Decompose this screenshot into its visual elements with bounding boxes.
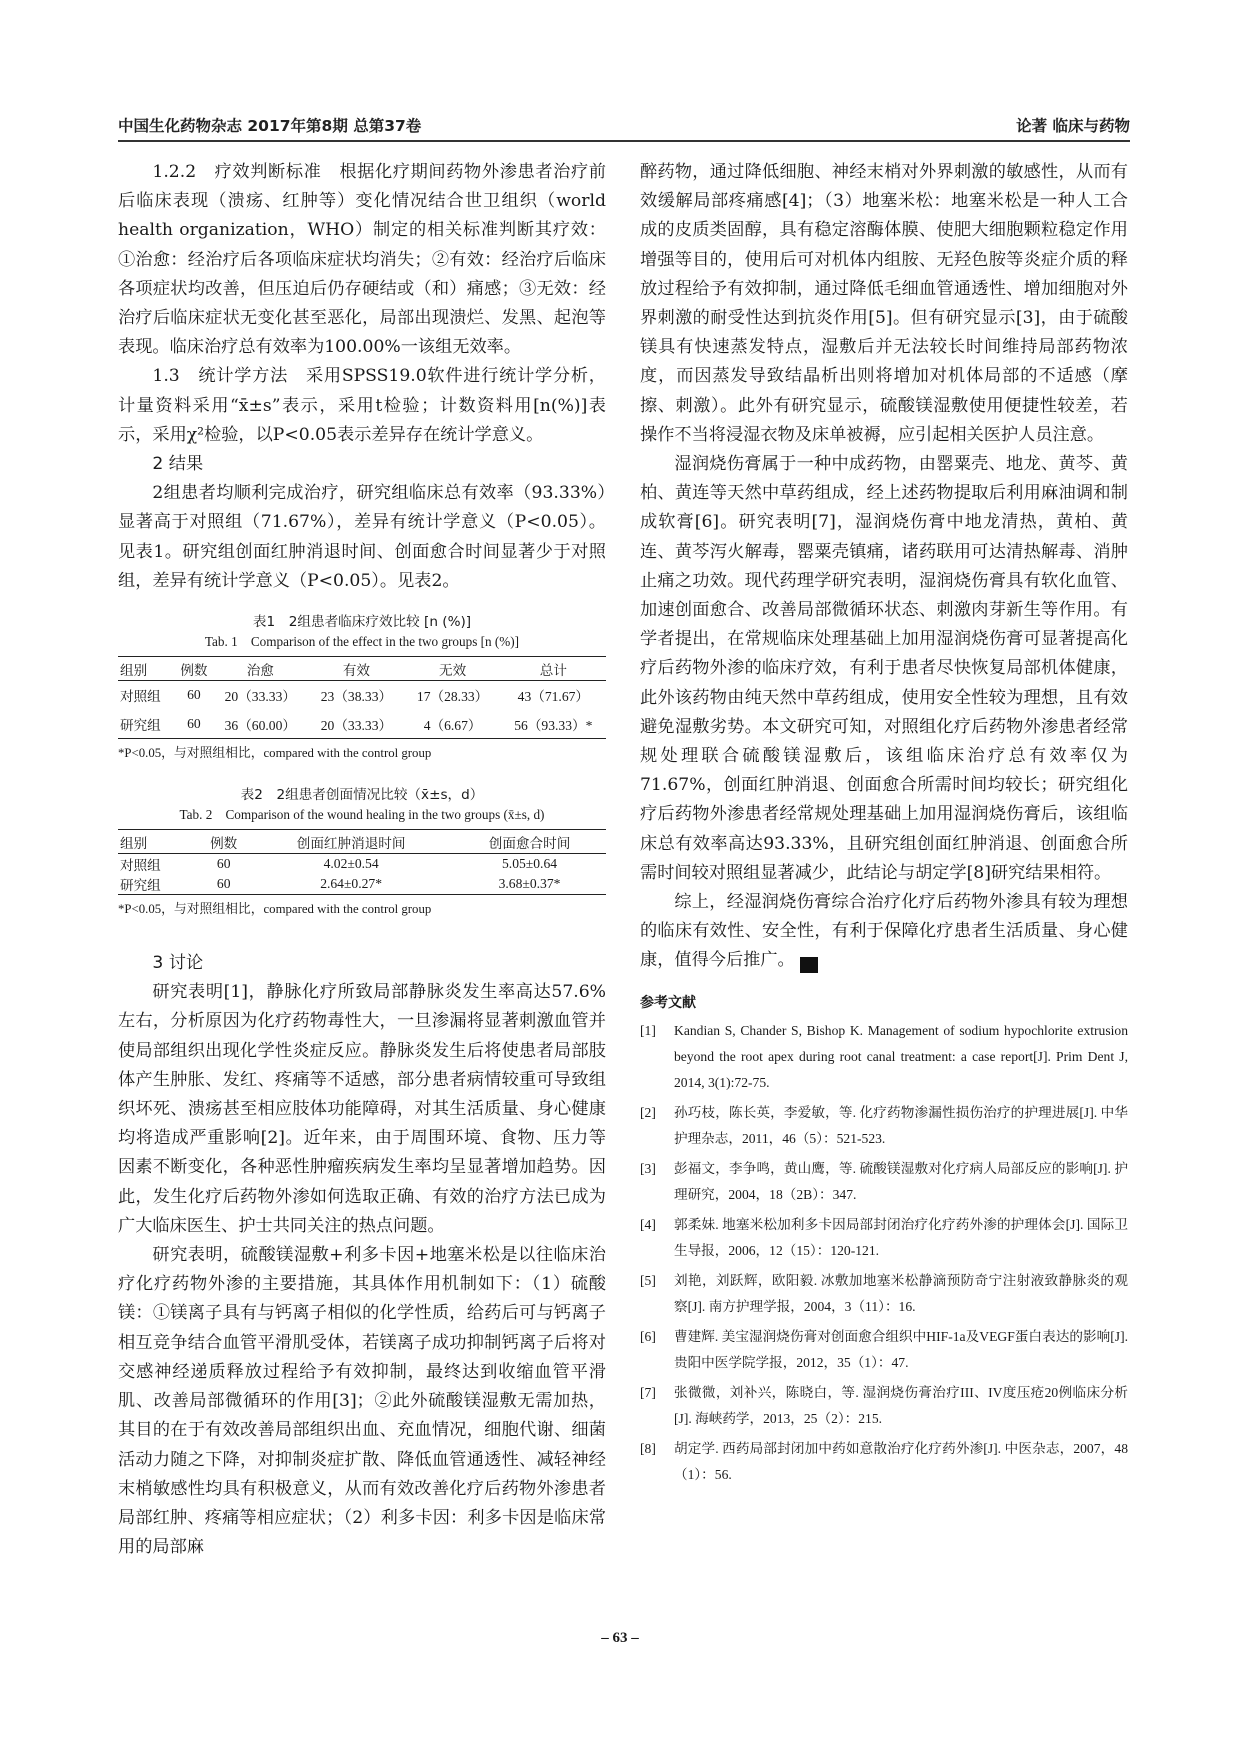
table-row	[118, 710, 606, 739]
reference-number: [1]	[640, 1022, 656, 1038]
table1-header: 例数	[176, 657, 213, 681]
table1-cell: 56（93.33）*	[501, 710, 606, 739]
table1-cell: 20（33.33）	[308, 710, 404, 739]
table2-header: 例数	[198, 830, 249, 854]
table2-caption-en: Tab. 2 Comparison of the wound healing in the two groups (x̄±s, d)	[179, 807, 545, 823]
table1-header: 组别	[118, 657, 176, 681]
reference-number: [3]	[640, 1160, 656, 1176]
conclusion-text: 综上，经湿润烧伤膏综合治疗化疗后药物外渗具有较为理想的临床有效性、安全性，有利于保障化疗患者生活质量、身心健康，值得今后推广。	[640, 892, 1128, 971]
section-label: 论著 临床与药物	[1016, 117, 1130, 135]
header-rule	[118, 140, 1130, 142]
table2-cell: 2.64±0.27*	[249, 874, 453, 895]
paragraph-moist-burn-ointment: 湿润烧伤膏属于一种中成药物，由罂粟壳、地龙、黄芩、黄柏、黄连等天然中草药组成，经上述药物提取后利用麻油调和制成软膏[6]。研究表明[7]，湿润烧伤膏中地龙清热，黄柏、黄连、黄芩泻火解毒，罂粟壳镇痛，诸药联用可达清热解毒、消肿止痛之功效。现代药理学研究表明，湿润烧伤膏具有软化血管、加速创面愈合、改善局部微循环状态、刺激肉芽新生等作用。有学者提出，在常规临床处理基础上加用湿润烧伤膏可显著提高化疗后药物外渗的临床疗效，有利于患者尽快恢复局部机体健康，此外该药物由纯天然中草药组成，使用安全性较为理想，且有效避免湿敷劣势。本文研究可知，对照组化疗后药物外渗患者经常规处理联合硫酸镁湿敷后，该组临床治疗总有效率仅为71.67%，创面红肿消退、创面愈合所需时间均较长；研究组化疗后药物外渗患者经常规处理基础上加用湿润烧伤膏后，该组临床总有效率高达93.33%，且研究组创面红肿消退、创面愈合所需时间较对照组显著减少，此结论与胡定学[8]研究结果相符。	[640, 454, 1128, 883]
table2-cell: 5.05±0.64	[502, 856, 558, 872]
table1-cell: 4（6.67）	[405, 710, 501, 739]
table2-header: 创面愈合时间	[453, 830, 606, 854]
reference-item	[640, 1268, 1128, 1320]
table1-caption-cn: 表1 2组患者临床疗效比较 [n (%)]	[252, 614, 472, 631]
table2-cell: 60	[198, 874, 249, 895]
paragraph-results: 2组患者均顺利完成治疗，研究组临床总有效率（93.33%）显著高于对照组（71.67%），差异有统计学意义（P<0.05）。见表1。研究组创面红肿消退时间、创面愈合时间显著少于对照组，差异有统计学意义（P<0.05）。见表2。	[118, 483, 606, 591]
table2-caption-cn: 表2 2组患者创面情况比较（x̄±s，d）	[240, 787, 484, 804]
reference-number: [4]	[640, 1216, 656, 1232]
table1-cell: 研究组	[118, 710, 176, 739]
paragraph-statistics: 1.3 统计学方法 采用SPSS19.0软件进行统计学分析，计量资料采用“x̄±s”表示，采用t检验；计数资料用[n(%)]表示，采用χ²检验，以P<0.05表示差异存在统计学意义。	[118, 366, 606, 445]
reference-number: [6]	[640, 1328, 656, 1344]
paragraph-continued: 醉药物，通过降低细胞、神经末梢对外界刺激的敏感性，从而有效缓解局部疼痛感[4]；（3）地塞米松：地塞米松是一种人工合成的皮质类固醇，具有稳定溶酶体膜、使肥大细胞颗粒稳定作用增强等目的，使用后可对机体内组胺、无羟色胺等炎症介质的释放过程给予有效抑制，通过降低毛细血管通透性、增加细胞对外界刺激的耐受性达到抗炎作用[5]。但有研究显示[3]，由于硫酸镁具有快速蒸发特点，湿敷后并无法较长时间维持局部药物浓度，而因蒸发导致结晶析出则将增加对机体局部的不适感（摩擦、刺激）。此外有研究显示，硫酸镁湿敷使用便捷性较差，若操作不当将浸湿衣物及床单被褥，应引起相关医护人员注意。	[640, 162, 1128, 445]
table1-header: 有效	[308, 657, 404, 681]
table1-header: 无效	[405, 657, 501, 681]
reference-number: [2]	[640, 1104, 656, 1120]
references-title: 参考文献	[640, 994, 696, 1011]
table2-cell: 研究组	[118, 874, 198, 895]
reference-text: 曹建辉. 美宝湿润烧伤膏对创面愈合组织中HIF-1a及VEGF蛋白表达的影响[J]. 贵阳中医学院学报，2012，35（1）：47.	[674, 1328, 1128, 1370]
table2-cell: 4.02±0.54	[323, 856, 379, 872]
reference-text: 胡定学. 西药局部封闭加中药如意散治疗化疗药外渗[J]. 中医杂志，2007，48（1）：56.	[674, 1440, 1128, 1482]
table-row	[118, 854, 606, 875]
reference-text: 彭福文，李争鸣，黄山鹰，等. 硫酸镁湿敷对化疗病人局部反应的影响[J]. 护理研究，2004，18（2B）：347.	[674, 1160, 1128, 1202]
reference-item	[640, 1436, 1128, 1488]
table1	[118, 656, 606, 739]
table1-note: *P<0.05，与对照组相比，compared with the control group	[118, 746, 432, 761]
table2-cell: 60	[216, 856, 231, 872]
table-row	[118, 681, 606, 710]
journal-info: 中国生化药物杂志 2017年第8期 总第37卷	[118, 117, 422, 135]
table2-header: 创面红肿消退时间	[249, 830, 453, 854]
table1-cell: 23（38.33）	[320, 689, 393, 705]
reference-item	[640, 1212, 1128, 1264]
table-row	[118, 874, 606, 895]
reference-item	[640, 1324, 1128, 1376]
table1-cell: 20（33.33）	[224, 689, 296, 705]
table1-header: 治愈	[212, 657, 308, 681]
running-header	[118, 114, 1130, 136]
heading-results: 2 结果	[152, 454, 204, 475]
table1-cell: 36（60.00）	[212, 710, 308, 739]
reference-number: [8]	[640, 1440, 656, 1456]
paragraph-discussion-1: 研究表明[1]，静脉化疗所致局部静脉炎发生率高达57.6%左右，分析原因为化疗药物毒性大，一旦渗漏将显著刺激血管并使局部组织出现化学性炎症反应。静脉炎发生后将使患者局部肢体产生肿胀、发红、疼痛等不适感，部分患者病情较重可导致组织坏死、溃疡甚至相应肢体功能障碍，对其生活质量、身心健康均将造成严重影响[2]。近年来，由于周围环境、食物、压力等因素不断变化，各种恶性肿瘤疾病发生率均呈显著增加趋势。因此，发生化疗后药物外渗如何选取正确、有效的治疗方法已成为广大临床医生、护士共同关注的热点问题。	[118, 982, 606, 1236]
table1-header: 总计	[501, 657, 606, 681]
reference-number: [5]	[640, 1272, 656, 1288]
table2-header: 组别	[118, 830, 198, 854]
references-list	[640, 1018, 1128, 1488]
table1-cell: 60	[176, 710, 213, 739]
table1-cell: 60	[187, 687, 201, 703]
reference-text: Kandian S, Chander S, Bishop K. Management of sodium hypochlorite extrusion beyond the root apex during root canal treatment: a case report[J]. Prim Dent J, 2014, 3(1):72-75.	[674, 1022, 1128, 1090]
table2	[118, 829, 606, 895]
table1-cell: 17（28.33）	[416, 689, 489, 705]
page-number: – 63 –	[601, 1630, 639, 1646]
table1-caption-en: Tab. 1 Comparison of the effect in the two groups [n (%)]	[204, 634, 520, 650]
paragraph-efficacy-criteria: 1.2.2 疗效判断标准 根据化疗期间药物外渗患者治疗前后临床表现（溃疡、红肿等）变化情况结合世卫组织（world health organization，WHO）制定的相关标准判断其疗效：①治愈：经治疗后各项临床症状均消失；②有效：经治疗后临床各项症状均改善，但压迫后仍存硬结或（和）痛感；③无效：经治疗后临床症状无变化甚至恶化，局部出现溃烂、发黑、起泡等表现。临床治疗总有效率为100.00%一该组无效率。	[118, 162, 606, 358]
paragraph-conclusion	[640, 888, 1128, 976]
right-column	[640, 158, 1128, 1492]
table2-note: *P<0.05，与对照组相比，compared with the control group	[118, 902, 432, 917]
reference-text: 张微微，刘补兴，陈晓白，等. 湿润烧伤膏治疗III、IV度压疮20例临床分析[J]. 海峡药学，2013，25（2）：215.	[674, 1384, 1128, 1426]
end-mark-icon: CP	[800, 957, 818, 973]
reference-item	[640, 1380, 1128, 1432]
left-column	[118, 158, 606, 1562]
reference-text: 孙巧枝，陈长英，李爱敏，等. 化疗药物渗漏性损伤治疗的护理进展[J]. 中华护理杂志，2011，46（5）：521-523.	[674, 1104, 1128, 1146]
heading-discussion: 3 讨论	[152, 953, 204, 974]
table2-cell: 3.68±0.37*	[453, 874, 606, 895]
reference-item	[640, 1018, 1128, 1096]
reference-item	[640, 1156, 1128, 1208]
reference-item	[640, 1100, 1128, 1152]
reference-number: [7]	[640, 1384, 656, 1400]
table2-cell: 对照组	[120, 858, 161, 875]
table1-cell: 对照组	[120, 689, 161, 706]
paragraph-discussion-2: 研究表明，硫酸镁湿敷+利多卡因+地塞米松是以往临床治疗化疗药物外渗的主要措施，其具体作用机制如下：（1）硫酸镁：①镁离子具有与钙离子相似的化学性质，给药后可与钙离子相互竞争结合血管平滑肌受体，若镁离子成功抑制钙离子后将对交感神经递质释放过程给予有效抑制，最终达到收缩血管平滑肌、改善局部微循环的作用[3]；②此外硫酸镁湿敷无需加热，其目的在于有效改善局部组织出血、充血情况，细胞代谢、细菌活动力随之下降，对抑制炎症扩散、降低血管通透性、减轻神经末梢敏感性均具有积极意义，从而有效改善化疗后药物外渗患者局部红肿、疼痛等相应症状；（2）利多卡因：利多卡因是临床常用的局部麻	[118, 1245, 606, 1558]
table1-cell: 43（71.67）	[517, 689, 590, 705]
reference-text: 刘艳，刘跃辉，欧阳毅. 冰敷加地塞米松静滴预防奇宁注射液致静脉炎的观察[J]. 南方护理学报，2004，3（11）：16.	[674, 1272, 1128, 1314]
reference-text: 郭柔妹. 地塞米松加利多卡因局部封闭治疗化疗药外渗的护理体会[J]. 国际卫生导报，2006，12（15）：120-121.	[674, 1216, 1128, 1258]
